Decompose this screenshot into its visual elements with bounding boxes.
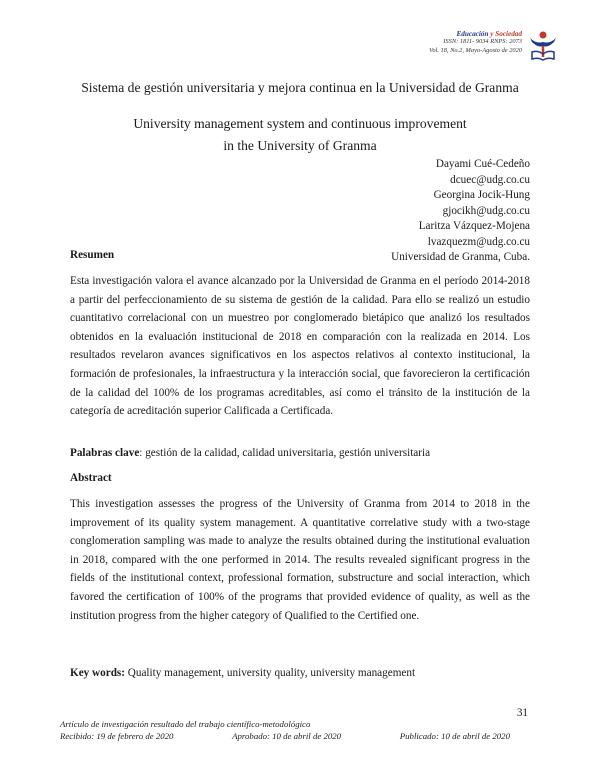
journal-volume: Vol. 18, No.2, Mayo-Agosto de 2020 bbox=[429, 46, 522, 54]
journal-header bbox=[429, 30, 522, 55]
footer-published: Publicado: 10 de abril de 2020 bbox=[399, 731, 510, 741]
resumen-body: Esta investigación valora el avance alcanzado por la Universidad de Granma en el período 2014-2018 a partir del perfeccionamiento de su sistema de gestión de la calidad. Para ello se realizó un estudio cuantitativo correlacional con un muestreo por conglomerado bietápico que analizó los resultados obtenidos en la evaluación institucional de 2018 en comparación con la realizada en 2014. Los resultados revelaron avances significativos en los aspectos relativos al contexto institucional, la formación de profesionales, la infraestructura y la interacción social, que favorecieron la certificación de la calidad del 100% de los programas acreditables, así como el tránsito de la institución de la categoría de acreditación superior Calificada a Certificada. bbox=[70, 275, 530, 418]
title-english-line-2: in the University of Granma bbox=[223, 138, 377, 153]
page-number: 31 bbox=[516, 707, 528, 719]
keywords-spanish-text: : gestión de la calidad, calidad universitaria, gestión universitaria bbox=[139, 447, 431, 459]
abstract-heading: Abstract bbox=[70, 472, 112, 484]
keywords-english-label: Key words: bbox=[70, 667, 125, 679]
journal-name-part2: y Sociedad bbox=[490, 30, 522, 38]
author-email[interactable]: gjocikh@udg.co.cu bbox=[442, 204, 530, 217]
journal-name-part1: Educación bbox=[456, 30, 489, 38]
title-english-line-1: University management system and continuous improvement bbox=[133, 116, 467, 131]
abstract-body: This investigation assesses the progress of the University of Granma from 2014 to 2018 in the improvement of its quality system management. A quantitative correlative study with a two-stage conglomeration sampling was made to analyze the results obtained during the institutional evaluation in 2018, compared with the one performed in 2014. The results revealed significant progress in the fields of the institutional context, professional formation, substructure and social interaction, which favored the certification of 100% of the programs that provided evidence of quality, as well as the institution progress from the higher category of Qualified to the Certified one. bbox=[70, 498, 530, 622]
keywords-english bbox=[70, 666, 530, 680]
title-english bbox=[0, 113, 600, 157]
footer-approved: Aprobado: 10 de abril de 2020 bbox=[232, 731, 342, 741]
journal-issn: ISSN: 1811- 9034 RNPS: 2073 bbox=[443, 38, 522, 46]
author-name: Laritza Vázquez-Mojena bbox=[418, 220, 530, 232]
journal-logo-icon bbox=[526, 30, 560, 62]
footer-article-type: Artículo de investigación resultado del trabajo científico-metodológico bbox=[60, 719, 311, 729]
author-email[interactable]: lvazquezm@udg.co.cu bbox=[427, 235, 530, 248]
keywords-english-text: Quality management, university quality, university management bbox=[125, 667, 416, 679]
author-name: Georgina Jocik-Hung bbox=[433, 189, 530, 201]
keywords-spanish-label: Palabras clave bbox=[70, 447, 140, 459]
author-name: Dayami Cué-Cedeño bbox=[435, 158, 530, 170]
resumen-heading: Resumen bbox=[70, 249, 115, 261]
article-footer bbox=[60, 718, 510, 742]
author-affiliation: Universidad de Granma, Cuba. bbox=[391, 251, 530, 263]
author-email[interactable]: dcuec@udg.co.cu bbox=[450, 173, 530, 186]
journal-name bbox=[429, 30, 522, 38]
title-spanish: Sistema de gestión universitaria y mejora continua en la Universidad de Granma bbox=[81, 80, 519, 95]
keywords-spanish bbox=[70, 446, 530, 460]
footer-dates bbox=[60, 730, 510, 742]
footer-received: Recibido: 19 de febrero de 2020 bbox=[60, 731, 174, 741]
